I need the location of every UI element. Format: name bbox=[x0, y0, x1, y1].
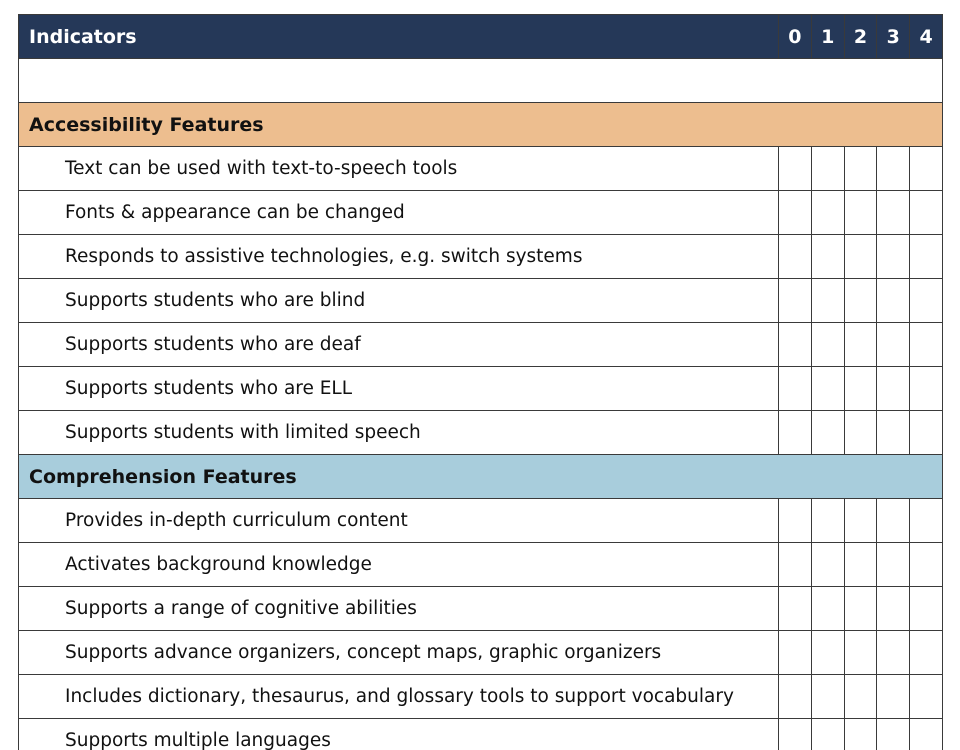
score-cell-2[interactable] bbox=[844, 543, 877, 587]
table-row bbox=[19, 631, 943, 675]
indicator-label: Supports students who are blind bbox=[19, 279, 779, 323]
score-cell-2[interactable] bbox=[844, 191, 877, 235]
table-row bbox=[19, 719, 943, 750]
indicator-label: Includes dictionary, thesaurus, and glossary tools to support vocabulary bbox=[19, 675, 779, 719]
score-cell-2[interactable] bbox=[844, 631, 877, 675]
score-cell-3[interactable] bbox=[877, 675, 910, 719]
score-cell-0[interactable] bbox=[779, 235, 812, 279]
score-cell-3[interactable] bbox=[877, 191, 910, 235]
section-header-accessibility bbox=[19, 103, 943, 147]
indicator-label: Provides in-depth curriculum content bbox=[19, 499, 779, 543]
score-cell-3[interactable] bbox=[877, 235, 910, 279]
indicator-label: Supports students who are ELL bbox=[19, 367, 779, 411]
score-cell-1[interactable] bbox=[811, 631, 844, 675]
score-cell-1[interactable] bbox=[811, 543, 844, 587]
score-cell-4[interactable] bbox=[910, 587, 943, 631]
score-cell-4[interactable] bbox=[910, 499, 943, 543]
score-cell-2[interactable] bbox=[844, 587, 877, 631]
table-row bbox=[19, 279, 943, 323]
table-row bbox=[19, 323, 943, 367]
score-header-3: 3 bbox=[877, 15, 910, 59]
score-cell-4[interactable] bbox=[910, 191, 943, 235]
score-cell-4[interactable] bbox=[910, 675, 943, 719]
score-cell-3[interactable] bbox=[877, 367, 910, 411]
score-cell-2[interactable] bbox=[844, 323, 877, 367]
score-cell-1[interactable] bbox=[811, 279, 844, 323]
score-cell-1[interactable] bbox=[811, 323, 844, 367]
table-row bbox=[19, 411, 943, 455]
blank-cell bbox=[19, 59, 943, 103]
score-cell-4[interactable] bbox=[910, 543, 943, 587]
score-cell-1[interactable] bbox=[811, 499, 844, 543]
score-cell-0[interactable] bbox=[779, 191, 812, 235]
section-title-accessibility: Accessibility Features bbox=[19, 103, 943, 147]
score-cell-4[interactable] bbox=[910, 279, 943, 323]
score-cell-0[interactable] bbox=[779, 631, 812, 675]
indicator-label: Supports a range of cognitive abilities bbox=[19, 587, 779, 631]
section-header-comprehension bbox=[19, 455, 943, 499]
score-cell-2[interactable] bbox=[844, 279, 877, 323]
score-cell-0[interactable] bbox=[779, 675, 812, 719]
table-row bbox=[19, 147, 943, 191]
indicator-label: Responds to assistive technologies, e.g. switch systems bbox=[19, 235, 779, 279]
indicator-label: Fonts & appearance can be changed bbox=[19, 191, 779, 235]
score-cell-2[interactable] bbox=[844, 675, 877, 719]
score-cell-2[interactable] bbox=[844, 367, 877, 411]
score-cell-3[interactable] bbox=[877, 587, 910, 631]
score-cell-0[interactable] bbox=[779, 543, 812, 587]
score-cell-3[interactable] bbox=[877, 719, 910, 750]
score-cell-3[interactable] bbox=[877, 411, 910, 455]
indicator-label: Supports advance organizers, concept maps, graphic organizers bbox=[19, 631, 779, 675]
score-header-0: 0 bbox=[779, 15, 812, 59]
indicators-rubric-table bbox=[18, 14, 943, 750]
score-cell-1[interactable] bbox=[811, 235, 844, 279]
score-cell-2[interactable] bbox=[844, 411, 877, 455]
score-cell-4[interactable] bbox=[910, 367, 943, 411]
score-cell-2[interactable] bbox=[844, 499, 877, 543]
score-cell-1[interactable] bbox=[811, 411, 844, 455]
score-cell-3[interactable] bbox=[877, 147, 910, 191]
score-cell-0[interactable] bbox=[779, 499, 812, 543]
score-cell-0[interactable] bbox=[779, 587, 812, 631]
score-cell-3[interactable] bbox=[877, 279, 910, 323]
score-cell-0[interactable] bbox=[779, 147, 812, 191]
indicator-label: Supports multiple languages bbox=[19, 719, 779, 750]
score-cell-4[interactable] bbox=[910, 147, 943, 191]
score-cell-1[interactable] bbox=[811, 367, 844, 411]
score-cell-4[interactable] bbox=[910, 719, 943, 750]
score-cell-3[interactable] bbox=[877, 631, 910, 675]
score-header-1: 1 bbox=[811, 15, 844, 59]
table-row bbox=[19, 499, 943, 543]
table-row bbox=[19, 191, 943, 235]
indicator-label: Text can be used with text-to-speech tools bbox=[19, 147, 779, 191]
indicators-header: Indicators bbox=[19, 15, 779, 59]
score-cell-2[interactable] bbox=[844, 235, 877, 279]
table-row bbox=[19, 543, 943, 587]
indicator-label: Supports students who are deaf bbox=[19, 323, 779, 367]
score-cell-0[interactable] bbox=[779, 323, 812, 367]
table-row bbox=[19, 675, 943, 719]
header-row bbox=[19, 15, 943, 59]
score-cell-0[interactable] bbox=[779, 279, 812, 323]
blank-row bbox=[19, 59, 943, 103]
score-cell-0[interactable] bbox=[779, 719, 812, 750]
table-row bbox=[19, 367, 943, 411]
score-cell-3[interactable] bbox=[877, 543, 910, 587]
section-title-comprehension: Comprehension Features bbox=[19, 455, 943, 499]
score-cell-2[interactable] bbox=[844, 147, 877, 191]
score-cell-4[interactable] bbox=[910, 235, 943, 279]
score-header-2: 2 bbox=[844, 15, 877, 59]
score-cell-1[interactable] bbox=[811, 587, 844, 631]
score-header-4: 4 bbox=[910, 15, 943, 59]
score-cell-0[interactable] bbox=[779, 411, 812, 455]
table-row bbox=[19, 235, 943, 279]
indicator-label: Activates background knowledge bbox=[19, 543, 779, 587]
score-cell-4[interactable] bbox=[910, 411, 943, 455]
score-cell-4[interactable] bbox=[910, 323, 943, 367]
score-cell-1[interactable] bbox=[811, 147, 844, 191]
score-cell-2[interactable] bbox=[844, 719, 877, 750]
score-cell-1[interactable] bbox=[811, 675, 844, 719]
score-cell-3[interactable] bbox=[877, 323, 910, 367]
indicator-label: Supports students with limited speech bbox=[19, 411, 779, 455]
score-cell-1[interactable] bbox=[811, 719, 844, 750]
score-cell-0[interactable] bbox=[779, 367, 812, 411]
table-row bbox=[19, 587, 943, 631]
score-cell-1[interactable] bbox=[811, 191, 844, 235]
score-cell-3[interactable] bbox=[877, 499, 910, 543]
score-cell-4[interactable] bbox=[910, 631, 943, 675]
